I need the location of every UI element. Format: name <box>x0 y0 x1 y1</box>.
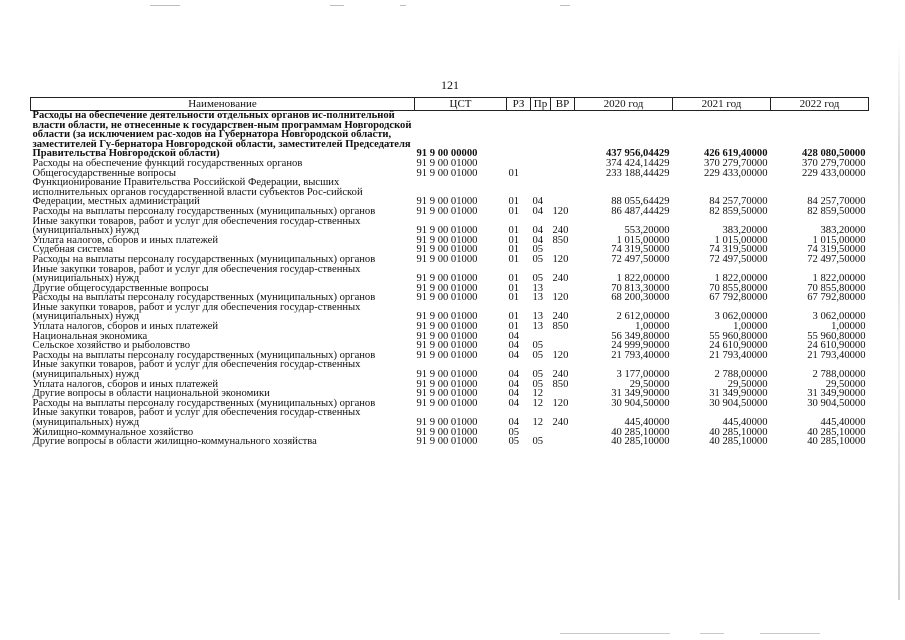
cell-rz: 01 <box>508 225 520 236</box>
cell-y2022: 30 904,50000 <box>807 398 866 409</box>
cell-cst: 91 9 00 01000 <box>416 331 478 342</box>
cell-pr: 04 <box>532 235 544 246</box>
cell-y2022: 55 960,80000 <box>807 331 866 342</box>
cell-y2022: 21 793,40000 <box>807 350 866 361</box>
cell-rz: 04 <box>508 369 520 380</box>
cell-y2020: 40 285,10000 <box>611 427 670 438</box>
table-row <box>31 111 869 159</box>
cell-pr <box>531 428 551 438</box>
cell-cst: 91 9 00 01000 <box>416 369 478 380</box>
table-row <box>31 322 869 332</box>
cell-rz: 04 <box>508 379 520 390</box>
cell-y2022: 67 792,80000 <box>807 293 866 303</box>
cell-y2022: 370 279,70000 <box>801 158 866 169</box>
cell-name: Иные закупки товаров, работ и услуг для обеспечения государ-ственных (муниципальных) нужд <box>32 359 361 381</box>
cell-y2020: 3 177,00000 <box>616 369 670 380</box>
scan-artifact-bottom <box>0 628 905 640</box>
cell-y2021: 24 610,90000 <box>709 341 768 351</box>
cell-pr <box>531 111 551 159</box>
cell-y2022: 31 349,90000 <box>807 389 866 399</box>
cell-name: Иные закупки товаров, работ и услуг для обеспечения государ-ственных (муниципальных) нужд <box>32 215 361 237</box>
cell-y2020: 70 813,30000 <box>611 283 670 294</box>
cell-y2022: 1 822,00000 <box>812 273 866 284</box>
cell-pr: 04 <box>532 206 544 217</box>
cell-name: Расходы на выплаты персоналу государственных (муниципальных) органов <box>32 397 376 409</box>
cell-y2020: 86 487,44429 <box>611 206 670 217</box>
cell-y2022: 29,50000 <box>825 379 866 390</box>
cell-rz: 01 <box>508 254 520 265</box>
cell-vr: 240 <box>552 273 569 284</box>
cell-vr: 850 <box>552 379 569 390</box>
cell-cst: 91 9 00 01000 <box>416 245 478 255</box>
cell-cst: 91 9 00 01000 <box>416 293 478 303</box>
cell-cst: 91 9 00 01000 <box>416 235 478 246</box>
table-row <box>31 303 869 322</box>
table-row <box>31 360 869 379</box>
cell-y2022: 1 015,00000 <box>812 235 866 246</box>
cell-y2020: 31 349,90000 <box>611 389 670 399</box>
cell-pr: 13 <box>532 311 544 323</box>
cell-cst: 91 9 00 01000 <box>416 341 478 351</box>
cell-y2021: 21 793,40000 <box>709 350 768 361</box>
cell-name: Расходы на выплаты персоналу государственных (муниципальных) органов <box>32 253 376 265</box>
cell-vr: 240 <box>552 417 569 428</box>
cell-y2020: 1 015,00000 <box>616 235 670 246</box>
cell-pr: 12 <box>532 417 544 428</box>
header-2022: 2022 год <box>771 98 869 111</box>
cell-cst: 91 9 00 01000 <box>416 254 478 265</box>
cell-pr: 05 <box>532 245 544 255</box>
cell-vr: 850 <box>552 322 569 332</box>
cell-name: Расходы на выплаты персоналу государственных (муниципальных) органов <box>32 205 376 217</box>
cell-pr <box>531 169 551 179</box>
cell-y2022: 428 080,50000 <box>801 148 866 159</box>
cell-name: Уплата налогов, сборов и иных платежей <box>32 378 219 390</box>
cell-vr: 120 <box>552 398 569 409</box>
cell-name: Расходы на выплаты персоналу государственных (муниципальных) органов <box>32 292 376 304</box>
cell-name: Другие общегосударственные вопросы <box>32 282 209 294</box>
cell-y2022: 445,40000 <box>820 417 866 428</box>
cell-vr: 240 <box>552 369 569 380</box>
cell-pr: 12 <box>532 398 544 409</box>
cell-rz: 04 <box>508 331 520 342</box>
cell-rz <box>507 159 531 169</box>
cell-rz: 01 <box>508 283 520 294</box>
cell-y2021: 426 619,40000 <box>703 148 768 159</box>
cell-vr: 240 <box>552 311 569 323</box>
cell-y2020: 88 055,64429 <box>611 196 670 207</box>
cell-cst: 91 9 00 01000 <box>416 206 478 217</box>
cell-name: Иные закупки товаров, работ и услуг для обеспечения государ-ственных (муниципальных) нужд <box>32 407 361 428</box>
cell-name: Сельское хозяйство и рыболовство <box>32 340 191 352</box>
scan-artifact-top <box>0 0 905 12</box>
cell-name: Другие вопросы в области национальной экономики <box>32 388 270 400</box>
cell-vr: 240 <box>552 225 569 236</box>
cell-vr: 120 <box>552 293 569 303</box>
cell-y2022: 84 257,70000 <box>807 196 866 207</box>
cell-y2020: 553,20000 <box>624 225 670 236</box>
cell-rz: 01 <box>508 273 520 284</box>
cell-y2020: 74 319,50000 <box>611 245 670 255</box>
cell-pr <box>531 332 551 342</box>
cell-name: Расходы на выплаты персоналу государственных (муниципальных) органов <box>32 349 376 361</box>
cell-vr <box>551 111 575 159</box>
cell-pr: 05 <box>532 437 544 447</box>
cell-y2020: 56 349,80000 <box>611 331 670 342</box>
cell-pr: 13 <box>532 293 544 303</box>
cell-rz: 05 <box>508 437 520 447</box>
cell-cst: 91 9 00 01000 <box>416 417 478 428</box>
header-cst: ЦСТ <box>415 98 507 111</box>
cell-pr: 12 <box>532 389 544 399</box>
cell-vr: 120 <box>552 254 569 265</box>
cell-name: Другие вопросы в области жилищно-коммунального хозяйства <box>32 436 317 448</box>
cell-y2022: 82 859,50000 <box>807 206 866 217</box>
header-rz: РЗ <box>507 98 531 111</box>
cell-y2021: 1,00000 <box>733 322 768 332</box>
cell-y2022: 24 610,90000 <box>807 341 866 351</box>
cell-y2022: 40 285,10000 <box>807 427 866 438</box>
cell-y2021: 31 349,90000 <box>709 389 768 399</box>
cell-rz: 01 <box>508 196 520 207</box>
cell-vr <box>551 159 575 169</box>
cell-name: Иные закупки товаров, работ и услуг для обеспечения государ-ственных (муниципальных) нужд <box>32 301 361 323</box>
cell-y2020: 21 793,40000 <box>611 350 670 361</box>
cell-cst: 91 9 00 01000 <box>416 398 478 409</box>
cell-pr: 05 <box>532 369 544 380</box>
cell-cst: 91 9 00 01000 <box>416 196 478 207</box>
cell-vr: 850 <box>552 235 569 246</box>
cell-y2021: 30 904,50000 <box>709 398 768 409</box>
cell-vr: 120 <box>552 350 569 361</box>
cell-y2021: 383,20000 <box>722 225 768 236</box>
cell-name: Национальная экономика <box>32 330 148 342</box>
cell-cst: 91 9 00 01000 <box>416 158 478 169</box>
cell-rz: 01 <box>508 235 520 246</box>
cell-pr: 05 <box>532 254 544 265</box>
cell-y2021: 84 257,70000 <box>709 196 768 207</box>
cell-name: Уплата налогов, сборов и иных платежей <box>32 234 219 246</box>
table-row <box>31 178 869 207</box>
cell-y2021: 229 433,00000 <box>703 168 768 179</box>
cell-y2021: 40 285,10000 <box>709 437 768 447</box>
cell-cst: 91 9 00 01000 <box>416 389 478 399</box>
table-body <box>31 111 869 447</box>
cell-cst: 91 9 00 01000 <box>416 427 478 438</box>
cell-y2021: 1 015,00000 <box>714 235 768 246</box>
cell-y2020: 29,50000 <box>629 379 670 390</box>
cell-vr <box>551 245 575 255</box>
cell-rz: 04 <box>508 398 520 409</box>
cell-y2020: 1,00000 <box>635 322 670 332</box>
cell-y2021: 1 822,00000 <box>714 273 768 284</box>
scan-edge <box>898 40 900 600</box>
cell-rz: 01 <box>508 206 520 217</box>
cell-y2021: 55 960,80000 <box>709 331 768 342</box>
cell-rz: 04 <box>508 341 520 351</box>
cell-rz: 04 <box>508 389 520 399</box>
cell-pr: 04 <box>532 196 544 207</box>
cell-y2022: 72 497,50000 <box>807 254 866 265</box>
cell-pr: 05 <box>532 273 544 284</box>
cell-pr: 05 <box>532 350 544 361</box>
cell-pr: 05 <box>532 341 544 351</box>
cell-cst: 91 9 00 01000 <box>416 273 478 284</box>
cell-name: Уплата налогов, сборов и иных платежей <box>32 321 219 333</box>
cell-rz: 01 <box>508 322 520 332</box>
table-row <box>31 408 869 427</box>
cell-vr <box>551 178 575 207</box>
cell-cst: 91 9 00 01000 <box>416 225 478 236</box>
cell-pr: 13 <box>532 322 544 332</box>
table-row <box>31 217 869 236</box>
cell-rz: 01 <box>508 311 520 323</box>
cell-y2021: 74 319,50000 <box>709 245 768 255</box>
cell-pr: 13 <box>532 283 544 294</box>
cell-vr: 120 <box>552 206 569 217</box>
cell-y2020: 233 188,44429 <box>605 168 670 179</box>
header-2021: 2021 год <box>673 98 771 111</box>
cell-y2021: 72 497,50000 <box>709 254 768 265</box>
cell-rz: 01 <box>508 245 520 255</box>
header-vr: ВР <box>551 98 575 111</box>
cell-name: Расходы на обеспечение деятельности отдельных органов ис-полнительной власти области, не отнесенные к государствен-ным программам Новгородской области (за исключением рас-ходов на Губернатора Новгородской области, заместителей Гу-бернатора Новгородской области, заместителей Председателя Правительства Новгородской области) <box>32 110 412 160</box>
cell-y2020: 72 497,50000 <box>611 254 670 265</box>
cell-y2020: 40 285,10000 <box>611 437 670 447</box>
cell-name: Функционирование Правительства Российской Федерации, высших исполнительных органов государственной власти субъектов Рос-сийской Федерации, местных администраций <box>32 177 363 208</box>
table-header-row <box>31 98 869 111</box>
cell-y2020: 2 612,00000 <box>616 311 670 323</box>
table-row <box>31 437 869 447</box>
cell-cst: 91 9 00 01000 <box>416 168 478 179</box>
cell-y2021: 2 788,00000 <box>714 369 768 380</box>
header-2020: 2020 год <box>575 98 673 111</box>
cell-y2022: 70 855,80000 <box>807 283 866 294</box>
cell-y2021: 370 279,70000 <box>703 158 768 169</box>
cell-vr <box>551 169 575 179</box>
table-row <box>31 236 869 246</box>
cell-rz: 04 <box>508 417 520 428</box>
cell-name: Иные закупки товаров, работ и услуг для обеспечения государ-ственных (муниципальных) нужд <box>32 263 361 285</box>
header-name: Наименование <box>31 98 415 111</box>
cell-rz: 01 <box>508 293 520 303</box>
cell-y2020: 437 956,04429 <box>605 148 670 159</box>
cell-vr <box>551 284 575 294</box>
cell-cst: 91 9 00 01000 <box>416 379 478 390</box>
cell-y2022: 383,20000 <box>820 225 866 236</box>
cell-y2021: 40 285,10000 <box>709 427 768 438</box>
cell-name: Судебная система <box>32 244 114 256</box>
cell-y2021: 29,50000 <box>727 379 768 390</box>
cell-y2021: 67 792,80000 <box>709 293 768 303</box>
cell-y2022: 3 062,00000 <box>812 311 866 323</box>
cell-cst: 91 9 00 00000 <box>416 148 478 159</box>
cell-cst: 91 9 00 01000 <box>416 322 478 332</box>
cell-y2021: 70 855,80000 <box>709 283 768 294</box>
cell-cst: 91 9 00 01000 <box>416 350 478 361</box>
cell-y2022: 2 788,00000 <box>812 369 866 380</box>
cell-vr <box>551 332 575 342</box>
cell-y2020: 24 999,90000 <box>611 341 670 351</box>
cell-vr <box>551 389 575 399</box>
cell-vr <box>551 437 575 447</box>
cell-pr: 04 <box>532 225 544 236</box>
cell-y2021: 3 062,00000 <box>714 311 768 323</box>
page-number: 121 <box>441 78 459 92</box>
cell-y2020: 1 822,00000 <box>616 273 670 284</box>
cell-y2020: 445,40000 <box>624 417 670 428</box>
cell-rz: 01 <box>508 168 520 179</box>
cell-rz: 05 <box>508 427 520 438</box>
cell-y2020: 30 904,50000 <box>611 398 670 409</box>
table-row <box>31 265 869 284</box>
cell-y2022: 229 433,00000 <box>801 168 866 179</box>
cell-y2022: 1,00000 <box>831 322 866 332</box>
cell-y2020: 374 424,14429 <box>605 158 670 169</box>
budget-table <box>30 97 869 447</box>
cell-pr: 05 <box>532 379 544 390</box>
header-pr: Пр <box>531 98 551 111</box>
cell-pr <box>531 159 551 169</box>
cell-cst: 91 9 00 01000 <box>416 311 478 323</box>
cell-vr <box>551 341 575 351</box>
cell-name: Расходы на обеспечение функций государственных органов <box>32 157 303 169</box>
cell-y2022: 74 319,50000 <box>807 245 866 255</box>
cell-name: Жилищно-коммунальное хозяйство <box>32 426 194 438</box>
cell-name: Общегосударственные вопросы <box>32 167 176 179</box>
cell-rz: 04 <box>508 350 520 361</box>
cell-y2020: 68 200,30000 <box>611 293 670 303</box>
cell-y2021: 445,40000 <box>722 417 768 428</box>
cell-y2021: 82 859,50000 <box>709 206 768 217</box>
cell-cst: 91 9 00 01000 <box>416 283 478 294</box>
cell-vr <box>551 428 575 438</box>
cell-cst: 91 9 00 01000 <box>416 437 478 447</box>
cell-y2022: 40 285,10000 <box>807 437 866 447</box>
cell-rz <box>507 111 531 159</box>
